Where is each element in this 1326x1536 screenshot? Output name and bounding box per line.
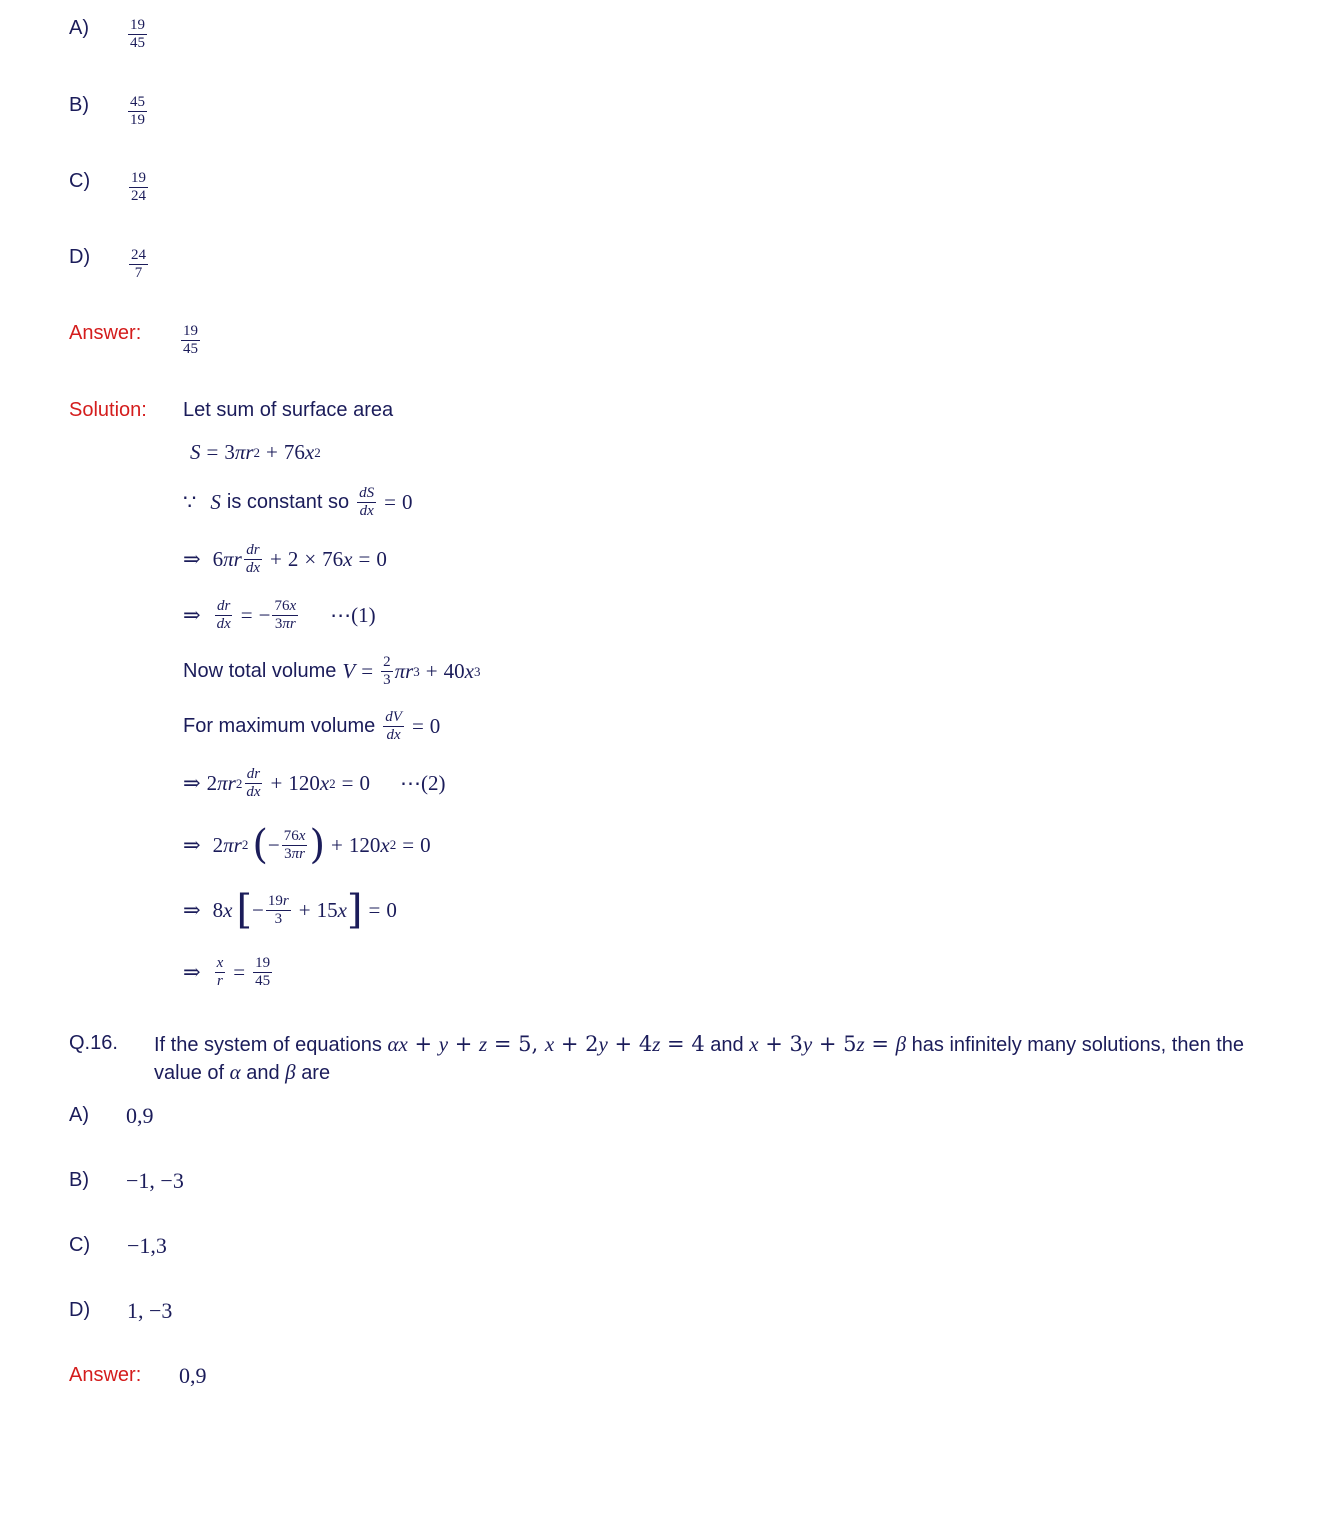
- eq-max-volume: For maximum volume $\frac{dV}{dx}$ = 0: [183, 709, 441, 743]
- eq-drdx: ⇒ $\frac{dr}{dx}$ = − $\frac{76x}{3\pi r}$ ⋯(1): [183, 598, 376, 632]
- now-volume-text: Now total volume: [183, 660, 337, 682]
- eq-derivative-2: ⇒ 2 πr 2 $\frac{dr}{dx}$ + 120 x 2 = 0 ⋯(2): [183, 766, 446, 800]
- question-text-are: are: [301, 1062, 331, 1084]
- eq-surface-area: S = 3 πr 2 + 76 x 2: [190, 440, 321, 464]
- solution-intro: Let sum of surface area: [183, 399, 394, 421]
- option-a-num: 19: [130, 17, 145, 33]
- option-d-value: [127, 248, 150, 281]
- option-b-label: B): [69, 94, 89, 116]
- eq-s-constant: ∵ S is constant so $\frac{dS}{dx}$ = 0: [183, 485, 413, 519]
- eq-volume: Now total volume V = $\frac{2}{3}$ πr 3 + 40 x 3: [183, 654, 481, 688]
- s-constant-text: is constant so: [226, 491, 350, 513]
- question-text: If the system of equations αx + y + z = 5, x + 2y + 4z = 4 and x + 3y + 5z = β has infinitely many solutions, then the value of α and β are: [154, 1032, 1245, 1084]
- equation-3: x + 3y + 5z = β: [749, 1032, 907, 1056]
- option-c-den: 24: [131, 188, 146, 204]
- q16-option-a-label: A): [69, 1104, 89, 1126]
- answer-value: [179, 324, 202, 357]
- answer-label: Answer:: [69, 322, 142, 344]
- option-c-value: [127, 171, 150, 204]
- eq-substitution: ⇒ 2 πr 2 ( − $\frac{76x}{3\pi r}$ ) + 120 x 2 = 0: [183, 822, 431, 868]
- option-a-den: 45: [130, 35, 145, 51]
- q16-option-a-value: 0,9: [126, 1103, 154, 1128]
- q16-option-b-label: B): [69, 1169, 89, 1191]
- equation-2: x + 2y + 4z = 4: [544, 1032, 705, 1056]
- option-d-den: 7: [134, 265, 143, 281]
- option-c-label: C): [69, 170, 91, 192]
- option-d-num: 24: [131, 247, 146, 263]
- eq-derivative-1: ⇒ 6 πr $\frac{dr}{dx}$ + 2 × 76 x = 0: [183, 542, 387, 576]
- q16-option-c-label: C): [69, 1234, 91, 1256]
- option-b-den: 19: [130, 112, 145, 128]
- option-b-num: 45: [130, 94, 145, 110]
- q16-option-d-value: 1, −3: [127, 1298, 173, 1323]
- max-volume-text: For maximum volume: [183, 715, 376, 737]
- q16-answer-value: 0,9: [179, 1363, 207, 1388]
- eq-tag-2: ⋯(2): [400, 771, 446, 795]
- question-number: Q.16.: [69, 1032, 118, 1054]
- option-a-label: A): [69, 17, 89, 39]
- eq-factor: ⇒ 8 x [ − $\frac{19r}{3}$ + 15 x ] = 0: [183, 887, 397, 933]
- solution-label: Solution:: [69, 399, 147, 421]
- question-text-part-2: has infinitely many solutions, then the value of: [154, 1034, 1245, 1084]
- q16-option-b-value: −1, −3: [126, 1168, 184, 1193]
- equation-1: αx + y + z = 5,: [387, 1032, 545, 1056]
- answer-num: 19: [183, 323, 198, 339]
- option-d-label: D): [69, 246, 91, 268]
- question-text-and-2: and: [246, 1062, 280, 1084]
- eq-ratio: ⇒ $\frac{x}{r}$ = $\frac{19}{45}$: [183, 955, 271, 989]
- eq-tag-1: ⋯(1): [330, 603, 376, 627]
- q16-option-c-value: −1,3: [127, 1233, 167, 1258]
- q16-option-d-label: D): [69, 1299, 91, 1321]
- option-c-num: 19: [131, 170, 146, 186]
- answer-den: 45: [183, 341, 198, 357]
- q16-answer-label: Answer:: [69, 1364, 142, 1386]
- question-text-and: and: [710, 1034, 744, 1056]
- option-a-value: [126, 18, 149, 51]
- option-b-value: [126, 95, 149, 128]
- question-text-part-1: If the system of equations: [154, 1034, 382, 1056]
